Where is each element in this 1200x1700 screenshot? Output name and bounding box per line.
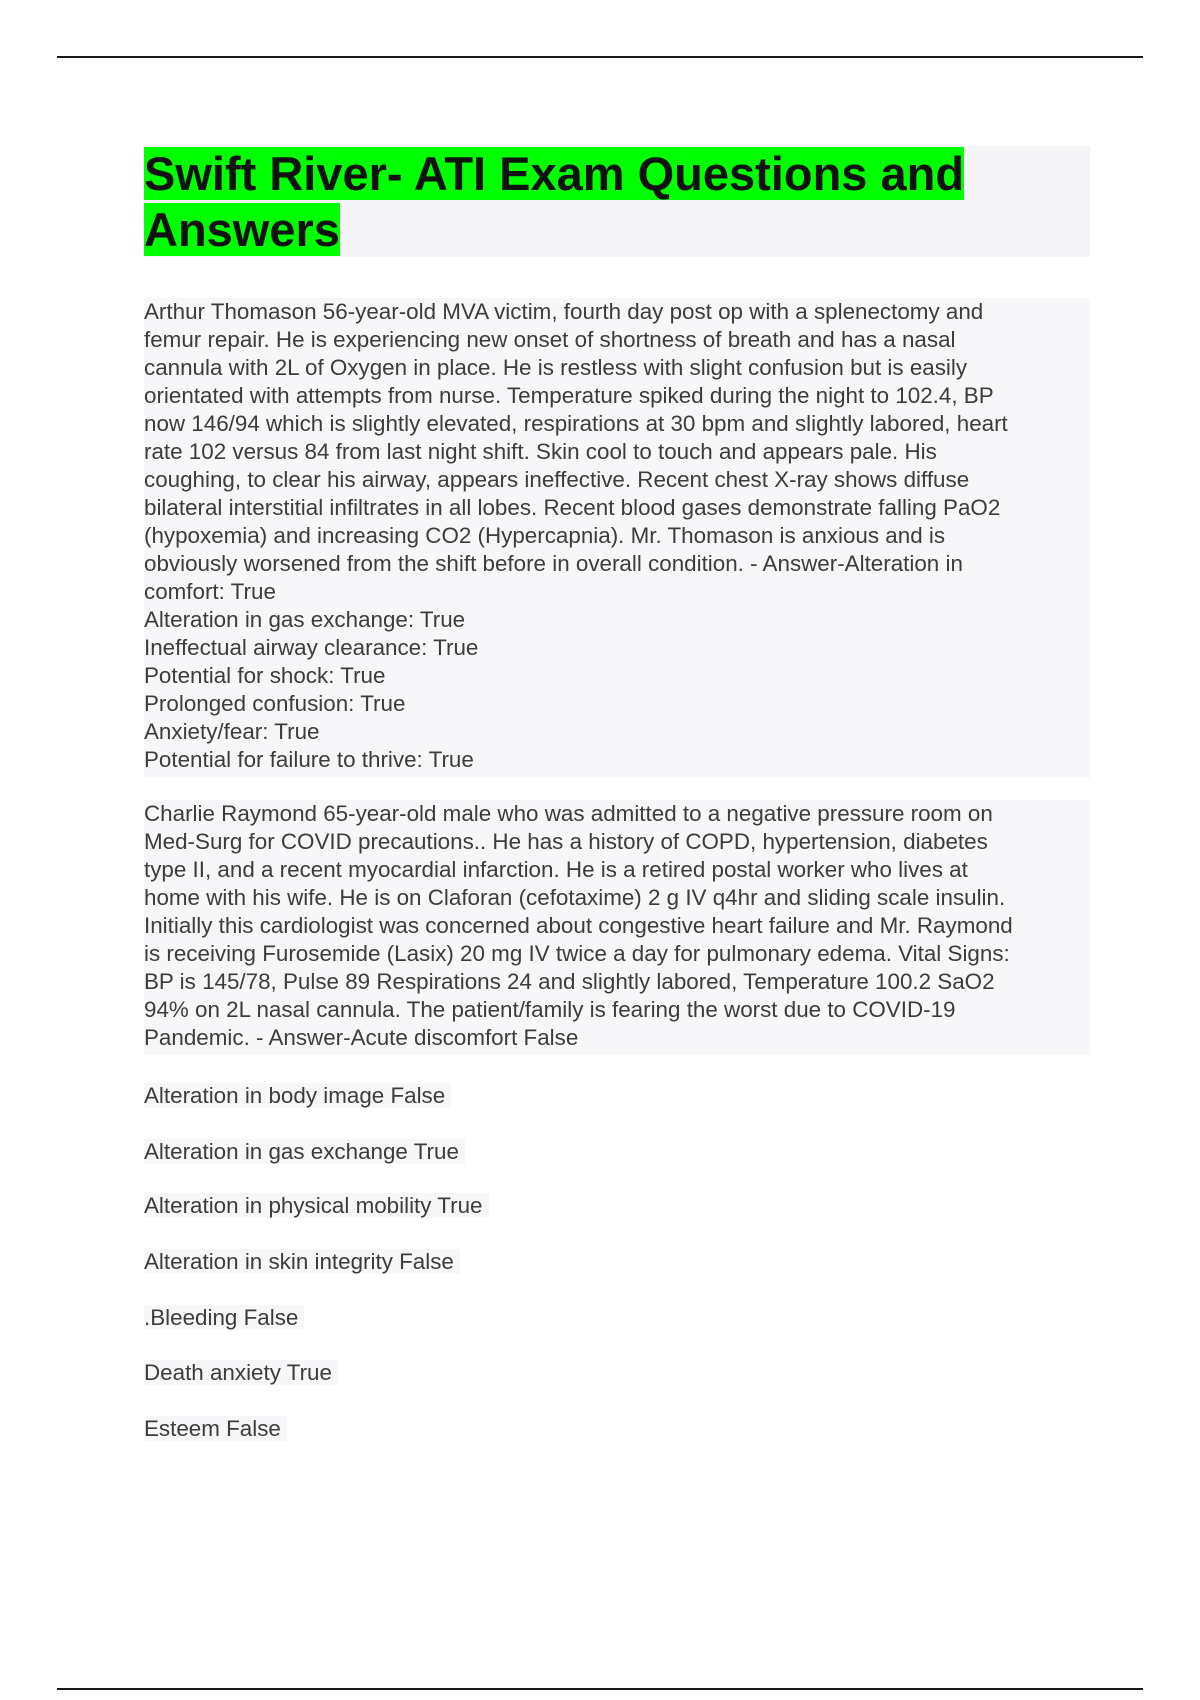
answer-item: Alteration in body image False	[144, 1080, 451, 1112]
text-line: coughing, to clear his airway, appears ineffective. Recent chest X-ray shows diffuse	[144, 467, 970, 492]
question-2	[144, 800, 1090, 1055]
text-line: Pandemic. - Answer-Acute discomfort False	[144, 1025, 579, 1050]
page-title	[144, 146, 1090, 258]
text-line: Anxiety/fear: True	[144, 719, 320, 744]
text-line: Potential for failure to thrive: True	[144, 747, 474, 772]
text-line: Initially this cardiologist was concerned about congestive heart failure and Mr. Raymond	[144, 913, 1013, 938]
title-line-1: Swift River- ATI Exam Questions and	[144, 147, 965, 200]
text-line: Arthur Thomason 56-year-old MVA victim, fourth day post op with a splenectomy and	[144, 299, 984, 324]
title-line-2: Answers	[144, 203, 340, 256]
question-2-text	[144, 800, 1090, 1052]
bottom-rule	[57, 1688, 1143, 1690]
text-line: Alteration in gas exchange: True	[144, 607, 466, 632]
text-line: 94% on 2L nasal cannula. The patient/family is fearing the worst due to COVID-19	[144, 997, 956, 1022]
answer-item: Alteration in skin integrity False	[144, 1246, 460, 1278]
title-block	[144, 146, 1090, 257]
question-1-text	[144, 298, 1090, 774]
answer-item: .Bleeding False	[144, 1302, 304, 1334]
text-line: Potential for shock: True	[144, 663, 386, 688]
text-line: orientated with attempts from nurse. Temperature spiked during the night to 102.4, BP	[144, 383, 994, 408]
text-line: Med-Surg for COVID precautions.. He has a history of COPD, hypertension, diabetes	[144, 829, 988, 854]
text-line: cannula with 2L of Oxygen in place. He is restless with slight confusion but is easily	[144, 355, 968, 380]
answer-item: Death anxiety True	[144, 1357, 338, 1389]
text-line: home with his wife. He is on Claforan (cefotaxime) 2 g IV q4hr and sliding scale insulin.	[144, 885, 1006, 910]
text-line: is receiving Furosemide (Lasix) 20 mg IV twice a day for pulmonary edema. Vital Signs:	[144, 941, 1010, 966]
text-line: now 146/94 which is slightly elevated, respirations at 30 bpm and slightly labored, heart	[144, 411, 1008, 436]
text-line: Ineffectual airway clearance: True	[144, 635, 479, 660]
text-line: femur repair. He is experiencing new onset of shortness of breath and has a nasal	[144, 327, 956, 352]
text-line: obviously worsened from the shift before in overall condition. - Answer-Alteration in	[144, 551, 963, 576]
text-line: bilateral interstitial infiltrates in all lobes. Recent blood gases demonstrate falling PaO2	[144, 495, 1001, 520]
answer-item: Esteem False	[144, 1413, 287, 1445]
text-line: (hypoxemia) and increasing CO2 (Hypercapnia). Mr. Thomason is anxious and is	[144, 523, 946, 548]
answer-item: Alteration in physical mobility True	[144, 1190, 489, 1222]
text-line: type II, and a recent myocardial infarction. He is a retired postal worker who lives at	[144, 857, 968, 882]
question-1	[144, 298, 1090, 778]
text-line: comfort: True	[144, 579, 276, 604]
text-line: BP is 145/78, Pulse 89 Respirations 24 and slightly labored, Temperature 100.2 SaO2	[144, 969, 995, 994]
text-line: Charlie Raymond 65-year-old male who was admitted to a negative pressure room on	[144, 801, 993, 826]
answer-item: Alteration in gas exchange True	[144, 1136, 465, 1168]
text-line: rate 102 versus 84 from last night shift. Skin cool to touch and appears pale. His	[144, 439, 937, 464]
text-line: Prolonged confusion: True	[144, 691, 406, 716]
top-rule	[57, 56, 1143, 58]
